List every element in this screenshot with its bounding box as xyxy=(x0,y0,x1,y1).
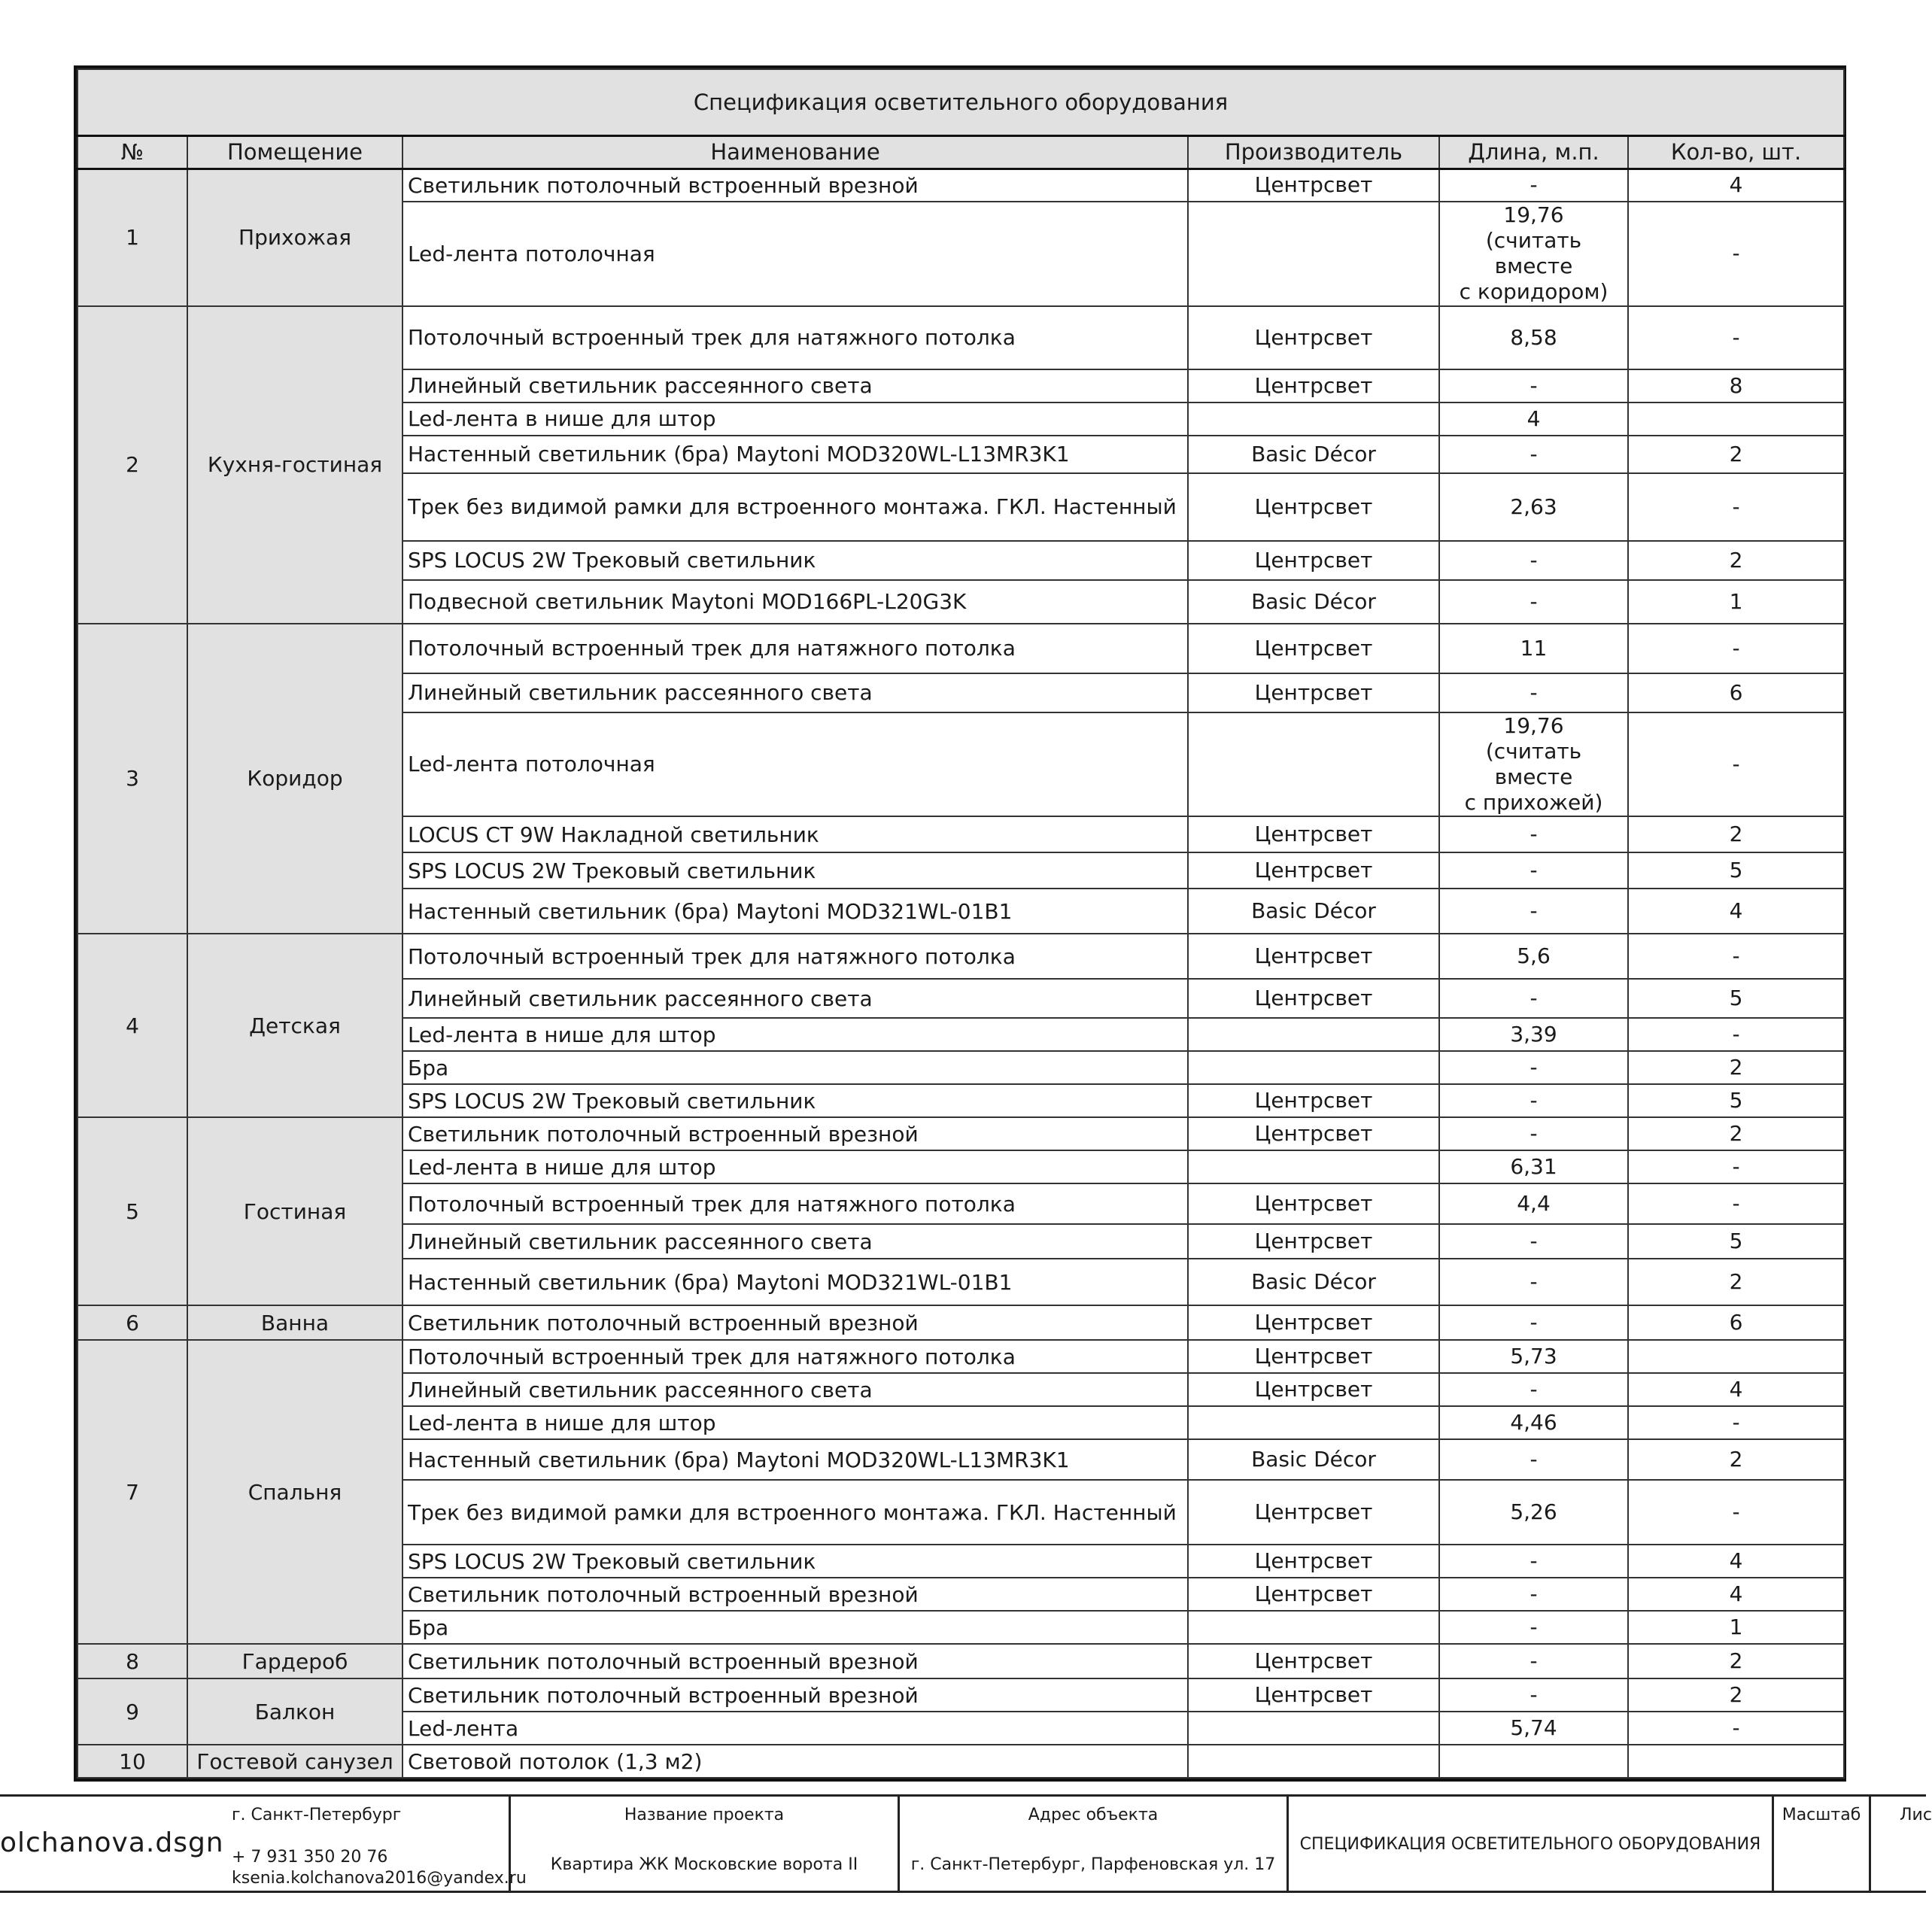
manufacturer-cell xyxy=(1188,1150,1439,1183)
address-label: Адрес объекта xyxy=(1028,1806,1159,1824)
length-cell: 4,4 xyxy=(1439,1183,1628,1224)
manufacturer-cell xyxy=(1188,1745,1439,1778)
quantity-cell: 4 xyxy=(1628,1578,1844,1611)
quantity-cell: 2 xyxy=(1628,1117,1844,1150)
room-number-cell: 5 xyxy=(77,1117,187,1305)
room-name-cell: Гостиная xyxy=(187,1117,402,1305)
length-cell: - xyxy=(1439,580,1628,624)
item-name-cell: Настенный светильник (бра) Maytoni MOD320WL-L13MR3K1 xyxy=(402,1439,1188,1480)
table-row xyxy=(77,1340,1844,1373)
spec-table xyxy=(77,68,1845,1779)
table-row xyxy=(77,1305,1844,1340)
manufacturer-cell xyxy=(1188,1018,1439,1051)
item-name-cell: Настенный светильник (бра) Maytoni MOD320WL-L13MR3K1 xyxy=(402,436,1188,473)
quantity-cell: 6 xyxy=(1628,1305,1844,1340)
length-cell: 11 xyxy=(1439,624,1628,673)
quantity-cell xyxy=(1628,1745,1844,1778)
manufacturer-cell: Центрсвет xyxy=(1188,1545,1439,1578)
item-name-cell: Потолочный встроенный трек для натяжного потолка xyxy=(402,1183,1188,1224)
item-name-cell: Трек без видимой рамки для встроенного монтажа. ГКЛ. Настенный xyxy=(402,473,1188,541)
scale-label: Масштаб xyxy=(1782,1806,1861,1824)
room-number-cell: 10 xyxy=(77,1745,187,1778)
item-name-cell: Потолочный встроенный трек для натяжного потолка xyxy=(402,1340,1188,1373)
room-number-cell: 3 xyxy=(77,624,187,934)
studio-logo: olchanova.dsgn xyxy=(0,1827,224,1858)
length-cell: - xyxy=(1439,1545,1628,1578)
manufacturer-cell: Basic Décor xyxy=(1188,889,1439,934)
quantity-cell: 5 xyxy=(1628,852,1844,889)
quantity-cell: 1 xyxy=(1628,1611,1844,1644)
length-cell: 19,76 (считать вместе с коридором) xyxy=(1439,202,1628,306)
quantity-cell: 2 xyxy=(1628,1678,1844,1712)
manufacturer-cell xyxy=(1188,403,1439,436)
quantity-cell: 5 xyxy=(1628,979,1844,1018)
scale-cell xyxy=(1772,1797,1869,1891)
manufacturer-cell: Центрсвет xyxy=(1188,1340,1439,1373)
length-cell: - xyxy=(1439,1578,1628,1611)
manufacturer-cell: Центрсвет xyxy=(1188,934,1439,979)
length-cell: - xyxy=(1439,889,1628,934)
manufacturer-cell xyxy=(1188,1051,1439,1084)
item-name-cell: Трек без видимой рамки для встроенного монтажа. ГКЛ. Настенный xyxy=(402,1480,1188,1545)
table-row xyxy=(77,1644,1844,1678)
manufacturer-cell: Центрсвет xyxy=(1188,1644,1439,1678)
quantity-cell: - xyxy=(1628,202,1844,306)
item-name-cell: Led-лента в нише для штор xyxy=(402,1150,1188,1183)
length-cell: - xyxy=(1439,1117,1628,1150)
manufacturer-cell: Центрсвет xyxy=(1188,979,1439,1018)
table-row xyxy=(77,1678,1844,1712)
length-cell: - xyxy=(1439,1084,1628,1117)
address-value: г. Санкт-Петербург, Парфеновская ул. 17 xyxy=(910,1855,1276,1874)
quantity-cell: - xyxy=(1628,1183,1844,1224)
sheet-label: Лис xyxy=(1900,1806,1932,1824)
quantity-cell: - xyxy=(1628,473,1844,541)
item-name-cell: Световой потолок (1,3 м2) xyxy=(402,1745,1188,1778)
length-cell: - xyxy=(1439,436,1628,473)
room-name-cell: Гардероб xyxy=(187,1644,402,1678)
item-name-cell: SPS LOCUS 2W Трековый светильник xyxy=(402,852,1188,889)
sheet-title-cell xyxy=(1286,1797,1772,1891)
length-cell: 19,76 (считать вместе с прихожей) xyxy=(1439,712,1628,817)
studio-phone: + 7 931 350 20 76 xyxy=(232,1848,388,1867)
item-name-cell: Светильник потолочный встроенный врезной xyxy=(402,1117,1188,1150)
address-cell xyxy=(898,1797,1286,1891)
manufacturer-cell: Центрсвет xyxy=(1188,1578,1439,1611)
quantity-cell: - xyxy=(1628,1406,1844,1439)
quantity-cell: - xyxy=(1628,1712,1844,1745)
length-cell: - xyxy=(1439,1644,1628,1678)
room-name-cell: Коридор xyxy=(187,624,402,934)
length-cell: - xyxy=(1439,169,1628,202)
length-cell: - xyxy=(1439,1611,1628,1644)
item-name-cell: Потолочный встроенный трек для натяжного потолка xyxy=(402,624,1188,673)
item-name-cell: LOCUS CT 9W Накладной светильник xyxy=(402,816,1188,852)
item-name-cell: Линейный светильник рассеянного света xyxy=(402,1373,1188,1406)
item-name-cell: Линейный светильник рассеянного света xyxy=(402,673,1188,712)
length-cell: - xyxy=(1439,1305,1628,1340)
manufacturer-cell: Центрсвет xyxy=(1188,473,1439,541)
quantity-cell xyxy=(1628,403,1844,436)
header-manufacturer: Производитель xyxy=(1188,135,1439,169)
length-cell: 5,73 xyxy=(1439,1340,1628,1373)
header-length: Длина, м.п. xyxy=(1439,135,1628,169)
table-row xyxy=(77,169,1844,202)
table-row xyxy=(77,1745,1844,1778)
item-name-cell: Led-лента потолочная xyxy=(402,712,1188,817)
length-cell: 4,46 xyxy=(1439,1406,1628,1439)
room-number-cell: 1 xyxy=(77,169,187,306)
manufacturer-cell: Центрсвет xyxy=(1188,1183,1439,1224)
quantity-cell: 2 xyxy=(1628,541,1844,580)
quantity-cell: 2 xyxy=(1628,816,1844,852)
manufacturer-cell: Центрсвет xyxy=(1188,541,1439,580)
item-name-cell: SPS LOCUS 2W Трековый светильник xyxy=(402,1084,1188,1117)
length-cell: 5,26 xyxy=(1439,1480,1628,1545)
length-cell: - xyxy=(1439,673,1628,712)
length-cell: 4 xyxy=(1439,403,1628,436)
room-number-cell: 7 xyxy=(77,1340,187,1644)
length-cell: 3,39 xyxy=(1439,1018,1628,1051)
studio-city: г. Санкт-Петербург xyxy=(232,1806,402,1824)
table-row xyxy=(77,1117,1844,1150)
manufacturer-cell: Basic Décor xyxy=(1188,436,1439,473)
quantity-cell: 4 xyxy=(1628,1545,1844,1578)
item-name-cell: Настенный светильник (бра) Maytoni MOD321WL-01B1 xyxy=(402,1259,1188,1305)
manufacturer-cell xyxy=(1188,1406,1439,1439)
manufacturer-cell: Центрсвет xyxy=(1188,673,1439,712)
length-cell: - xyxy=(1439,1373,1628,1406)
manufacturer-cell: Центрсвет xyxy=(1188,1117,1439,1150)
manufacturer-cell: Центрсвет xyxy=(1188,816,1439,852)
item-name-cell: Подвесной светильник Maytoni MOD166PL-L20G3K xyxy=(402,580,1188,624)
item-name-cell: Бра xyxy=(402,1611,1188,1644)
header-name: Наименование xyxy=(402,135,1188,169)
item-name-cell: Led-лента xyxy=(402,1712,1188,1745)
quantity-cell: - xyxy=(1628,934,1844,979)
length-cell: - xyxy=(1439,816,1628,852)
quantity-cell xyxy=(1628,1340,1844,1373)
length-cell: - xyxy=(1439,1439,1628,1480)
quantity-cell: 2 xyxy=(1628,1259,1844,1305)
length-cell: 8,58 xyxy=(1439,306,1628,369)
item-name-cell: Настенный светильник (бра) Maytoni MOD321WL-01B1 xyxy=(402,889,1188,934)
manufacturer-cell xyxy=(1188,202,1439,306)
room-name-cell: Спальня xyxy=(187,1340,402,1644)
manufacturer-cell: Basic Décor xyxy=(1188,1259,1439,1305)
quantity-cell: 2 xyxy=(1628,1644,1844,1678)
table-row xyxy=(77,934,1844,979)
manufacturer-cell: Центрсвет xyxy=(1188,1480,1439,1545)
length-cell: - xyxy=(1439,1224,1628,1259)
quantity-cell: 2 xyxy=(1628,436,1844,473)
project-label: Название проекта xyxy=(624,1806,785,1824)
manufacturer-cell: Центрсвет xyxy=(1188,1084,1439,1117)
length-cell: - xyxy=(1439,1051,1628,1084)
quantity-cell: 1 xyxy=(1628,580,1844,624)
item-name-cell: Светильник потолочный встроенный врезной xyxy=(402,1578,1188,1611)
length-cell xyxy=(1439,1745,1628,1778)
item-name-cell: Led-лента потолочная xyxy=(402,202,1188,306)
manufacturer-cell xyxy=(1188,1712,1439,1745)
quantity-cell: - xyxy=(1628,306,1844,369)
item-name-cell: Потолочный встроенный трек для натяжного потолка xyxy=(402,306,1188,369)
project-cell xyxy=(509,1797,898,1891)
room-number-cell: 4 xyxy=(77,934,187,1117)
length-cell: - xyxy=(1439,369,1628,403)
room-name-cell: Кухня-гостиная xyxy=(187,306,402,624)
item-name-cell: Led-лента в нише для штор xyxy=(402,1018,1188,1051)
room-name-cell: Гостевой санузел xyxy=(187,1745,402,1778)
room-number-cell: 6 xyxy=(77,1305,187,1340)
length-cell: - xyxy=(1439,541,1628,580)
item-name-cell: Бра xyxy=(402,1051,1188,1084)
manufacturer-cell: Центрсвет xyxy=(1188,369,1439,403)
item-name-cell: Потолочный встроенный трек для натяжного потолка xyxy=(402,934,1188,979)
sheet-cell xyxy=(1869,1797,1932,1891)
length-cell: 5,74 xyxy=(1439,1712,1628,1745)
quantity-cell: - xyxy=(1628,624,1844,673)
item-name-cell: SPS LOCUS 2W Трековый светильник xyxy=(402,1545,1188,1578)
manufacturer-cell xyxy=(1188,1611,1439,1644)
manufacturer-cell: Центрсвет xyxy=(1188,169,1439,202)
quantity-cell: 8 xyxy=(1628,369,1844,403)
manufacturer-cell: Центрсвет xyxy=(1188,1224,1439,1259)
manufacturer-cell: Basic Décor xyxy=(1188,580,1439,624)
item-name-cell: Светильник потолочный встроенный врезной xyxy=(402,1305,1188,1340)
manufacturer-cell: Центрсвет xyxy=(1188,306,1439,369)
manufacturer-cell: Центрсвет xyxy=(1188,1678,1439,1712)
manufacturer-cell xyxy=(1188,712,1439,817)
item-name-cell: Led-лента в нише для штор xyxy=(402,403,1188,436)
quantity-cell: 5 xyxy=(1628,1224,1844,1259)
quantity-cell: 4 xyxy=(1628,169,1844,202)
room-name-cell: Детская xyxy=(187,934,402,1117)
room-number-cell: 8 xyxy=(77,1644,187,1678)
length-cell: 2,63 xyxy=(1439,473,1628,541)
length-cell: 6,31 xyxy=(1439,1150,1628,1183)
item-name-cell: Линейный светильник рассеянного света xyxy=(402,369,1188,403)
quantity-cell: 5 xyxy=(1628,1084,1844,1117)
table-title: Спецификация осветительного оборудования xyxy=(77,69,1844,135)
length-cell: - xyxy=(1439,852,1628,889)
header-quantity: Кол-во, шт. xyxy=(1628,135,1844,169)
drawing-title-block xyxy=(0,1794,1932,1893)
item-name-cell: Светильник потолочный встроенный врезной xyxy=(402,1678,1188,1712)
quantity-cell: 4 xyxy=(1628,1373,1844,1406)
room-name-cell: Балкон xyxy=(187,1678,402,1745)
item-name-cell: Линейный светильник рассеянного света xyxy=(402,979,1188,1018)
manufacturer-cell: Центрсвет xyxy=(1188,1305,1439,1340)
manufacturer-cell: Basic Décor xyxy=(1188,1439,1439,1480)
length-cell: 5,6 xyxy=(1439,934,1628,979)
studio-cell xyxy=(0,1797,527,1891)
item-name-cell: Светильник потолочный встроенный врезной xyxy=(402,169,1188,202)
studio-email: ksenia.kolchanova2016@yandex.ru xyxy=(232,1869,527,1888)
header-number: № xyxy=(77,135,187,169)
length-cell: - xyxy=(1439,979,1628,1018)
table-row xyxy=(77,624,1844,673)
quantity-cell: - xyxy=(1628,712,1844,817)
room-name-cell: Ванна xyxy=(187,1305,402,1340)
spec-table-frame xyxy=(74,65,1846,1782)
quantity-cell: - xyxy=(1628,1018,1844,1051)
length-cell: - xyxy=(1439,1259,1628,1305)
quantity-cell: 6 xyxy=(1628,673,1844,712)
room-number-cell: 9 xyxy=(77,1678,187,1745)
quantity-cell: - xyxy=(1628,1150,1844,1183)
table-row xyxy=(77,306,1844,369)
room-name-cell: Прихожая xyxy=(187,169,402,306)
quantity-cell: - xyxy=(1628,1480,1844,1545)
item-name-cell: Линейный светильник рассеянного света xyxy=(402,1224,1188,1259)
sheet-title: СПЕЦИФИКАЦИЯ ОСВЕТИТЕЛЬНОГО ОБОРУДОВАНИЯ xyxy=(1299,1835,1761,1854)
header-room: Помещение xyxy=(187,135,402,169)
item-name-cell: Led-лента в нише для штор xyxy=(402,1406,1188,1439)
project-value: Квартира ЖК Московские ворота II xyxy=(550,1855,858,1874)
manufacturer-cell: Центрсвет xyxy=(1188,852,1439,889)
length-cell: - xyxy=(1439,1678,1628,1712)
quantity-cell: 2 xyxy=(1628,1439,1844,1480)
quantity-cell: 4 xyxy=(1628,889,1844,934)
room-number-cell: 2 xyxy=(77,306,187,624)
manufacturer-cell: Центрсвет xyxy=(1188,624,1439,673)
manufacturer-cell: Центрсвет xyxy=(1188,1373,1439,1406)
quantity-cell: 2 xyxy=(1628,1051,1844,1084)
item-name-cell: SPS LOCUS 2W Трековый светильник xyxy=(402,541,1188,580)
item-name-cell: Светильник потолочный встроенный врезной xyxy=(402,1644,1188,1678)
